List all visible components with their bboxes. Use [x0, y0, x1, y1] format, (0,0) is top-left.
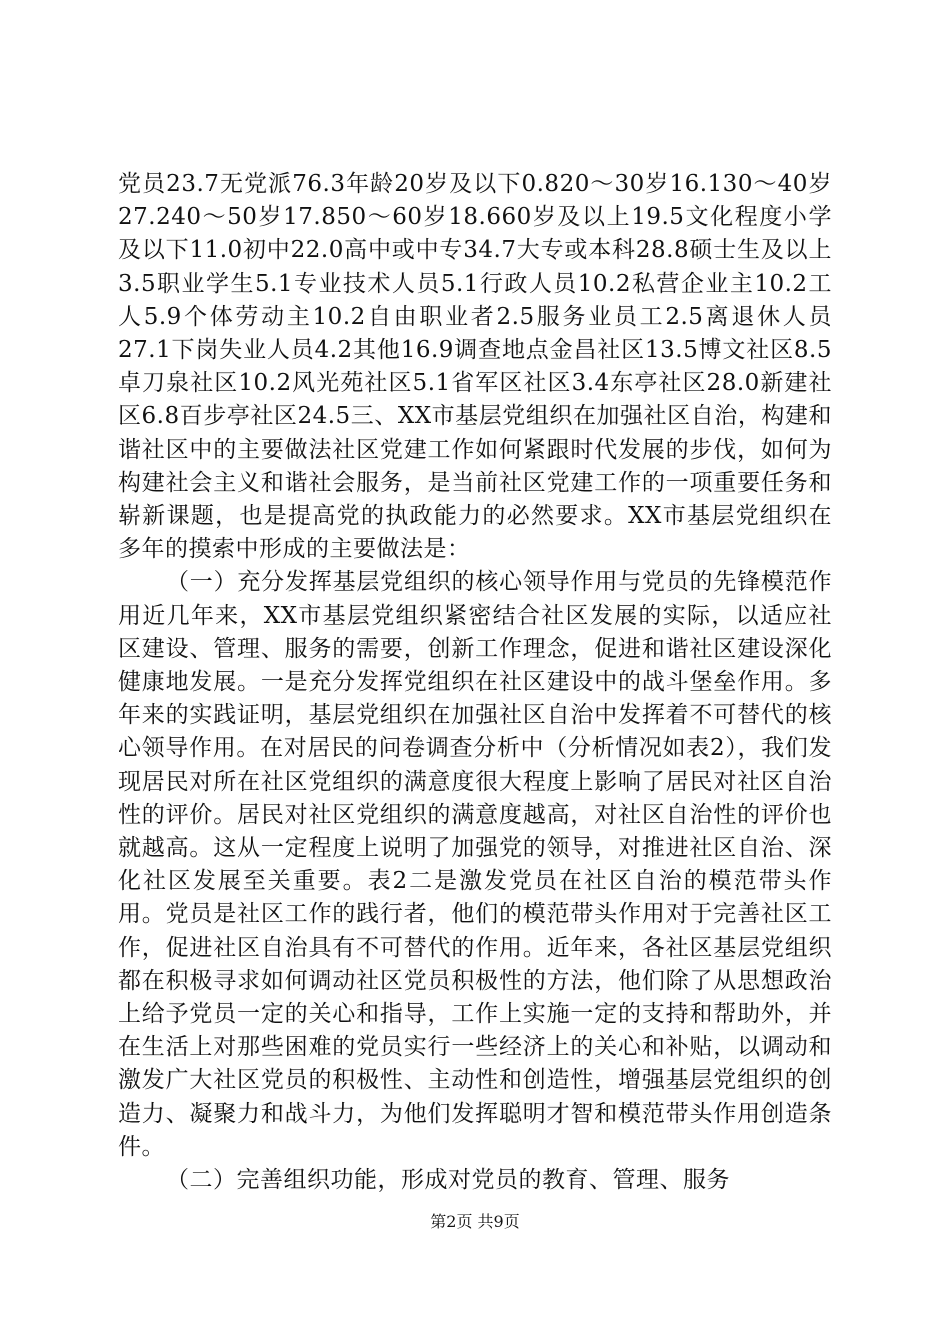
page-number-footer: 第2页 共9页	[430, 1212, 520, 1231]
paragraph-statistics-and-section-three: 党员23.7无党派76.3年龄20岁及以下0.820～30岁16.130～40岁27.240～50岁17.850～60岁18.660岁及以上19.5文化程度小学及以下11.0初中22.0高中或中专34.7大专或本科28.8硕士生及以上3.5职业学生5.1专业技术人员5.1行政人员10.2私营企业主10.2工人5.9个体劳动主10.2自由职业者2.5服务业员工2.5离退休人员27.1下岗失业人员4.2其他16.9调查地点金昌社区13.5博文社区8.5卓刀泉社区10.2风光苑社区5.1省军区社区3.4东亭社区28.0新建社区6.8百步亭社区24.5三、XX市基层党组织在加强社区自治，构建和谐社区中的主要做法社区党建工作如何紧跟时代发展的步伐，如何为构建社会主义和谐社会服务，是当前社区党建工作的一项重要任务和崭新课题，也是提高党的执政能力的必然要求。XX市基层党组织在多年的摸索中形成的主要做法是：	[118, 171, 832, 563]
paragraph-section-two: （二）完善组织功能，形成对党员的教育、管理、服务	[166, 1167, 730, 1194]
document-body	[118, 168, 832, 1197]
paragraph-section-one: （一）充分发挥基层党组织的核心领导作用与党员的先锋模范作用近几年来，XX市基层党组织紧密结合社区发展的实际，以适应社区建设、管理、服务的需要，创新工作理念，促进和谐社区建设深化健康地发展。一是充分发挥党组织在社区建设中的战斗堡垒作用。多年来的实践证明，基层党组织在加强社区自治中发挥着不可替代的核心领导作用。在对居民的问卷调查分析中（分析情况如表2），我们发现居民对所在社区党组织的满意度很大程度上影响了居民对社区自治性的评价。居民对社区党组织的满意度越高，对社区自治性的评价也就越高。这从一定程度上说明了加强党的领导，对推进社区自治、深化社区发展至关重要。表2二是激发党员在社区自治的模范带头作用。党员是社区工作的践行者，他们的模范带头作用对于完善社区工作，促进社区自治具有不可替代的作用。近年来，各社区基层党组织都在积极寻求如何调动社区党员积极性的方法，他们除了从思想政治上给予党员一定的关心和指导，工作上实施一定的支持和帮助外，并在生活上对那些困难的党员实行一些经济上的关心和补贴，以调动和激发广大社区党员的积极性、主动性和创造性，增强基层党组织的创造力、凝聚力和战斗力，为他们发挥聪明才智和模范带头作用创造条件。	[118, 569, 832, 1160]
